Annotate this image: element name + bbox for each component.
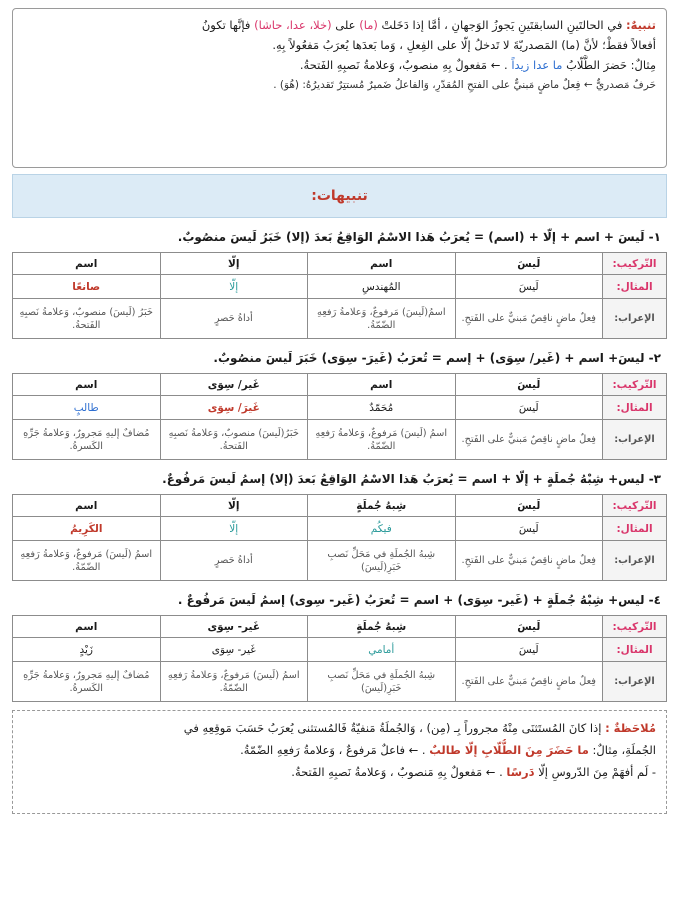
cell: اسم [308, 253, 456, 275]
cell: فِعلٌ ماضٍ ناقِصٌ مَبنيٌّ على الفَتحِ. [455, 662, 603, 702]
cell: شِبهُ جُملَةٍ [308, 616, 456, 638]
cell: شِبهُ جُملَةٍ [308, 495, 456, 517]
cell: لَيسَ [455, 517, 603, 541]
note-label: تنبيهٌ: [626, 18, 656, 32]
table-row [13, 495, 667, 517]
cell: شِبهُ الجُملَةِ في مَحَلِّ نَصبِ خَبَرِ(لَيسَ) [308, 662, 456, 702]
notes-banner-title: تنبيهات: [311, 188, 368, 204]
table-row [13, 253, 667, 275]
cell: لَيسَ [455, 396, 603, 420]
cell: اسمُ (لَيسَ) مَرفوعٌ، وَعلامةُ رَفعِهِ الضّمّةُ. [13, 541, 161, 581]
table-row [13, 299, 667, 339]
observation-line-2 [23, 739, 656, 761]
cell: فِعلٌ ماضٍ ناقِصٌ مَبنيٌّ على الفَتحِ. [455, 299, 603, 339]
cell: أداةُ حَصرٍ [160, 299, 308, 339]
table-row [13, 517, 667, 541]
table-row [13, 616, 667, 638]
cell: لَيسَ [455, 616, 603, 638]
intro-mid: على [331, 18, 360, 32]
cell: اسم [13, 253, 161, 275]
label-parsing: الإعراب: [603, 541, 667, 581]
cell: مُضافٌ إليهِ مَجرورٌ، وَعلامةُ جَرِّهِ الكَسرةُ. [13, 662, 161, 702]
label-example: المثال: [603, 396, 667, 420]
cell: مُحَمّدٌ [308, 396, 456, 420]
cell: لَيسَ [455, 275, 603, 299]
cell: طالبٍ [13, 396, 161, 420]
cell: خَبَرُ(لَيسَ) منصوبٌ، وَعلامةُ نَصبِهِ الفَتحةُ. [160, 420, 308, 460]
observation-line-1 [23, 717, 656, 739]
label-parsing: الإعراب: [603, 299, 667, 339]
rule-2-title: ٢- ليسَ+ اسم + (غَير/ سِوَى) + إسم = تُعرَبُ (غَيرَ- سِوَى) خَبَرَ لَيسَ منصُوبٌ. [213, 351, 661, 365]
cell: إلّا [160, 517, 308, 541]
cell: فِعلٌ ماضٍ ناقِصٌ مَبنيٌّ على الفَتحِ. [455, 420, 603, 460]
label-example: المثال: [603, 638, 667, 662]
table-row [13, 541, 667, 581]
table-row [13, 638, 667, 662]
cell: لَيسَ [455, 638, 603, 662]
intro-end: فإنَّها تكونُ [201, 18, 255, 32]
label-structure: التّركيب: [603, 495, 667, 517]
label-structure: التّركيب: [603, 616, 667, 638]
intro-line-2: أفعالاً فقطْ؛ لأنَّ (ما) المَصدريّةَ لا تَدخلُ إلّا على الفِعلِ ، وَما بَعدَها يُعرَبُ مَفعُولاً بِهِ. [272, 38, 656, 52]
intro-note-box [12, 8, 667, 168]
cell: إلّا [160, 275, 308, 299]
observation-box [12, 710, 667, 814]
example-highlight: ما عدا زيداً [511, 58, 563, 72]
cell: اسمُ (لَيسَ) مَرفوعٌ، وَعلامةُ رَفعِهِ الضّمّةُ. [308, 420, 456, 460]
example-prefix: - لَم أفهَمْ مِنَ الدّروسِ إلّا [534, 765, 656, 779]
cell: إلّا [160, 495, 308, 517]
cell: أمامي [308, 638, 456, 662]
label-parsing: الإعراب: [603, 420, 667, 460]
cell: لَيسَ [455, 495, 603, 517]
table-row [13, 396, 667, 420]
intro-text: في الحالتَينِ السابقتَينِ يَجوزُ الوَجهانِ ، أمَّا إذا دَخَلتْ [377, 18, 627, 32]
ma-word: (ما) [359, 18, 378, 32]
cell: اسم [13, 616, 161, 638]
cell: لَيسَ [455, 253, 603, 275]
cell: إلّا [160, 253, 308, 275]
label-example: المثال: [603, 275, 667, 299]
cell: غَير- سِوَى [160, 616, 308, 638]
table-row [13, 374, 667, 396]
label-example: المثال: [603, 517, 667, 541]
rule-3-title: ٣- ليس+ شِبْهُ جُملَةٍ + إلّا + اسم = يُعرَبُ هَذا الاسْمُ الوَاقِعُ بَعدَ (إلا) إسمُ لَيسَ مَرفُوعٌ. [162, 472, 661, 486]
rule-2-table [12, 373, 667, 460]
table-row [13, 275, 667, 299]
rule-4-table [12, 615, 667, 702]
table-row [13, 662, 667, 702]
cell: مُضافٌ إليهِ مَجرورٌ، وَعلامةُ جَرِّهِ الكَسرةُ. [13, 420, 161, 460]
cell: غَير/ سِوَى [160, 374, 308, 396]
intro-line-4: حَرفٌ مَصدريٌّ ← فِعلٌ ماضٍ مَبنيٌّ على الفتحِ المُقدّرِ، وَالفاعلُ ضَميرٌ مُستتِرٌ تَقديرُهُ: (هُوَ) . [273, 79, 656, 91]
exception-words: (خلا، عدا، حاشا) [254, 18, 332, 32]
cell: المُهندسِ [308, 275, 456, 299]
cell: صانعًا [13, 275, 161, 299]
cell: اسمُ (لَيسَ) مَرفوعٌ، وَعلامةُ رَفعِهِ الضّمّةُ. [160, 662, 308, 702]
cell: فيكُم [308, 517, 456, 541]
cell: اسم [13, 495, 161, 517]
observation-line-3 [23, 761, 656, 783]
example-prefix: الجُملَةِ، مِثالٌ: [588, 743, 656, 757]
cell: اسم [13, 374, 161, 396]
cell: غَيرَ/ سِوَى [160, 396, 308, 420]
example-prefix: مِثالٌ: حَضرَ الطُّلّابُ [562, 58, 656, 72]
label-parsing: الإعراب: [603, 662, 667, 702]
intro-line-3 [23, 55, 656, 75]
cell: زَيْدٍ [13, 638, 161, 662]
cell: أداةُ حَصرٍ [160, 541, 308, 581]
label-structure: التّركيب: [603, 374, 667, 396]
example-highlight: دَرسًا [506, 765, 535, 779]
cell: اسمُ(لَيسَ) مَرفوعٌ، وَعلامةُ رَفعِهِ الضّمّةُ. [308, 299, 456, 339]
example-suffix: . ← فاعلٌ مَرفوعٌ ، وَعلامةُ رَفعِهِ الضّمّةُ. [240, 743, 430, 757]
rule-1-table [12, 252, 667, 339]
example-highlight: ما حَضَرَ مِنَ الطُّلّابِ إلّا طالبٌ [429, 743, 589, 757]
notes-banner [12, 174, 667, 218]
cell: اسم [308, 374, 456, 396]
label-structure: التّركيب: [603, 253, 667, 275]
example-suffix: . ← مَفعولٌ بِهِ منصوبٌ، وَعلامةُ نَصبِهِ الفَتحةُ. [299, 58, 512, 72]
cell: الكَرِيمُ [13, 517, 161, 541]
intro-line-1 [23, 15, 656, 35]
cell: خَبَرُ (لَيسَ) منصوبٌ، وَعلامةُ نَصبِهِ الفَتحةُ. [13, 299, 161, 339]
rule-3-table [12, 494, 667, 581]
rule-1-title: ١- لَيسَ + اسم + إلّا + (اسم) = يُعرَبُ هَذا الاسْمُ الوَاقِعُ بَعدَ (إلا) خَبَرُ لَيسَ منصُوبٌ. [177, 230, 661, 244]
observation-text: إذا كانَ المُستَثنَى مِنْهُ مجروراً بِـ (مِن) ، وَالجُملَةُ مَنفيّةٌ فَالمُستثنى يُعرَبُ حَسَبَ مَوقِعِهِ في [183, 721, 606, 735]
cell: غَير- سِوَى [160, 638, 308, 662]
example-suffix: . ← مَفعولٌ بِهِ مَنصوبٌ ، وَعلامةُ نَصبِهِ الفَتحةُ. [291, 765, 507, 779]
cell: لَيسَ [455, 374, 603, 396]
observation-label: مُلاحَظةٌ : [605, 721, 656, 735]
rule-4-title: ٤- ليس+ شِبْهُ جُملَةٍ + (غَير- سِوَى) + اسم = تُعرَبُ (غَير- سِوى) إسمُ لَيسَ مَرفُوعٌ . [177, 593, 661, 607]
cell: فِعلٌ ماضٍ ناقِصٌ مَبنيٌّ على الفَتحِ. [455, 541, 603, 581]
table-row [13, 420, 667, 460]
cell: شِبهُ الجُملَةِ في مَحَلِّ نَصبِ خَبَرِ(لَيسَ) [308, 541, 456, 581]
